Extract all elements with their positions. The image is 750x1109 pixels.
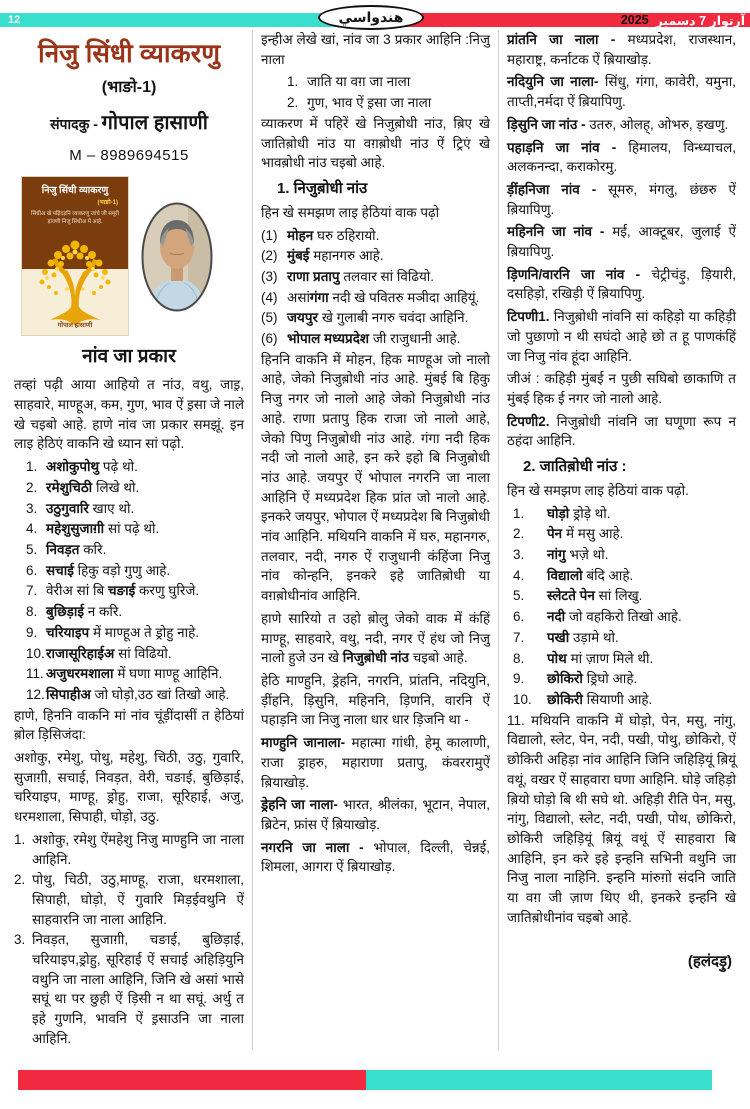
list-text: निवड़त, सुजाग़ी, चङाई, बुछिड़ाई, चरियाइप,ड्रोहु, सूरिहाई ऐं सचाई अहिड़ियुनि वथुनि जा नाला आहिनि, जिनि खे असां भासे सघूं था पर छुही ऐं ड़िसी न था सघूं. अर्थु त इहे गुणनि, भावनि ऐं इ़साउनि जा नाला आहिनि. [32, 932, 244, 1046]
list-number: 3. [14, 932, 26, 948]
name-group [507, 265, 736, 304]
list-text: महेशुसुजाग़ी सां पढ़े थो. [46, 521, 160, 537]
example-sentence-list [14, 457, 244, 704]
list-item [507, 690, 736, 710]
list-text: घोड़ो ड्रोड़े थो. [547, 505, 611, 521]
list-text: वेरीअ सां बि चङाई करणु घुरिजे. [46, 583, 200, 599]
subsection-heading-2: 2. जातिब़ोधी नांउ : [523, 458, 627, 476]
list-item [14, 581, 244, 601]
columns [6, 30, 744, 1050]
group-names: सूमरु, मंगलु, छंछरु ऐं ब़ियापिणु. [507, 181, 736, 217]
left-column [6, 30, 252, 1050]
explanation-paragraph: हिननि वाकनि में मोहन, हिक माण्हूअ जो नालो आहे, जेको निजुब़ोधी नांउ आहे. मुंबई बि हिकु निजु नगर जो नालो आहे जेको निजुब़ोधी नांउ आहे. राणा प्रतापु हिक राजा जो नालो आहे, जेको पिणु निजुब़ोधी नांउ आहे. गंगा नदी हिक नदी जो नालो आहे, इन करे इहो बि निजुब़ोधी नांउ आहे. जयपुर ऐं भोपाल नगरनि जा नाला आहिनि ऐं मध्यप्रदेश हिक प्रांत जो नालो आहे. इनकरे जयपुर, भोपाल ऐं मध्यप्रदेश बि निजुब़ोधी नांव आहिनि. मथियनि वाकनि में घरु, महानगरु, तलवार, नदी, नगरु ऐं राजुधानी कंहिंजा निजु नांव कोन्हनि, इनकरे इहे जातिब़ोधी या वग़ब़ोधीनांव आहिनि. [261, 351, 490, 604]
subsection-heading-1: 1. निजुब़ोधी नांउ [277, 179, 368, 197]
list-item [507, 669, 736, 689]
footer-bar-teal [366, 1070, 712, 1090]
tree-illustration [30, 229, 120, 329]
list-item [14, 519, 244, 539]
masthead-text: هندواسي [338, 9, 404, 25]
list-item [261, 72, 490, 92]
masthead-logo [318, 5, 424, 30]
group-label: नगरनि जा नाला - [261, 839, 364, 855]
list-item [14, 623, 244, 643]
list-number: (2) [261, 248, 278, 264]
list-number: 5. [26, 541, 38, 557]
list-item [507, 649, 736, 669]
list-number: 5. [513, 588, 525, 604]
list-number: 3. [513, 547, 525, 563]
definition-term: निजुब़ोधी नांउ [342, 650, 409, 666]
name-groups [507, 30, 736, 304]
name-group [507, 222, 736, 261]
list-text: स्लेटते पेन सां लिखु. [547, 588, 643, 604]
name-groups [261, 733, 490, 877]
note-1 [507, 307, 736, 366]
read-paragraph: हिन खे समझण लाइ हेठियां वाक पढ़ो [261, 204, 440, 220]
list-item [14, 457, 244, 477]
book-cover-part: (भाङो-1) [97, 199, 118, 206]
editor-name: गोपाल हासाणी [101, 111, 208, 134]
list-text: निवड़त करि. [46, 541, 107, 557]
list-number: (6) [261, 331, 278, 347]
issue-year: 2025 [620, 13, 649, 27]
group-names: चेट्रीचंड़ु, ड़ियारी, दसहिड़ो, रखिड़ी ऐं ब़ियापिणु. [507, 266, 736, 302]
list-item [261, 226, 490, 246]
list-text: नदी जो वहकिरो तिखो आहे. [547, 609, 682, 625]
list-item [14, 870, 244, 929]
list-text: पखी उड़ामे थो. [547, 629, 619, 645]
list-item [261, 246, 490, 266]
note-label: टिपणी1. [507, 309, 550, 325]
list-number: 6. [513, 609, 525, 625]
list-text: विद्यालो बंदि आहे. [547, 567, 634, 583]
note-text: निजुब़ोधी नांवनि सां कहिड़ो या कहिड़ी जो पुछाणो न थी सघंदो आहे छो त हू पाणकंहिं जा निजु नांव हूंदा आहिनि. [507, 309, 736, 364]
list-item [261, 267, 490, 287]
list-number: 12. [26, 686, 45, 702]
article-part: (भाङो-1) [101, 79, 157, 97]
mobile-number: M – 8989694515 [69, 146, 189, 164]
group-label: नदियुनि जा नाला- [507, 74, 599, 90]
list-item [261, 288, 490, 308]
list-number: 1. [287, 74, 299, 90]
list-number: 2. [26, 479, 38, 495]
group-names: महात्मा गांधी, हेमू कालाणी, राजा ड्राहरु, महाराणा प्रतापु, कंवररामुऐं ब़ियाखोड़. [261, 735, 490, 790]
definition-pre: हाणे सारियो त उहो ब़ोलु जेको वाक में कंहिं माण्हू, साहवारे, वथु, नदी, नगर ऐं हंध जो निजु नालो हुजे उन खे [261, 610, 490, 666]
word-list-paragraph: अशोकु, रमेशु, पोथु, महेशु, चिठी, उठु, गुवारि, सुजाग़ी, सचाई, निवड़त, वेरी, चङाई, बुछिड़ाई, चरियाइप, माण्हू, ड्रोहु, राजा, सूरिहाई, अजु, धरमशाला, सिपाही, घोड़ो, उठु. [14, 750, 244, 825]
group-label: पहाड़नि जा नांव - [507, 139, 617, 155]
editor-line [14, 109, 244, 138]
list-item [14, 930, 244, 1048]
list-number: 1. [26, 459, 38, 475]
list-number: 4. [513, 567, 525, 583]
list-text: असांगंगा नदी खे पवितरु मञीदा आहियूं. [287, 289, 480, 305]
list-item [261, 93, 490, 113]
group-label: ड़िसुनि जा नांउ - [507, 116, 586, 132]
name-group [507, 115, 736, 135]
note-2 [507, 412, 736, 451]
list-text: जाति या वग़ जा नाला [307, 74, 411, 90]
media-row [22, 177, 244, 335]
list-item [14, 644, 244, 664]
list-item [14, 830, 244, 869]
list-text: अशोकुपोथु पढ़े थो. [46, 459, 138, 475]
list-number: 10. [26, 645, 45, 661]
list-item [507, 566, 736, 586]
note-example: जीअं : कहिड़ी मुंबई न पुछी सघिबो छाकाणि त मुंबई हिक ई नगर जो नालो आहे. [507, 371, 736, 406]
list-item [507, 524, 736, 544]
list-item [14, 685, 244, 705]
book-cover-author: गोपाल हासाणी [57, 322, 93, 330]
editor-label: संपादकु - [50, 115, 98, 132]
list-text: अशोकु, रमेशु ऐंमहेशु निजु माण्हुनि जा नाला आहिनि. [32, 831, 244, 867]
group-names: हिमालय, विन्ध्याचल, अलकनन्दा, कराकोरमु. [507, 139, 736, 175]
terms-paragraph: व्याकरण में पहिरें खे निजुब़ोधी नांउ, ब़िए खे जातिब़ोधी नांउ या वग़ब़ोधी नांउ ऐं ट्रिएं खे भावब़ोधी नांउ चइबो आहे. [261, 115, 490, 171]
name-group [261, 795, 490, 834]
article-title: निजु सिंधी व्याकरणु [37, 38, 221, 68]
list-text: मुंबई महानगरु आहे. [287, 248, 384, 264]
list-text: गुण, भाव ऐं इ़सा जा नाला [307, 95, 432, 111]
list-number: (5) [261, 310, 278, 326]
group-names: भोपाल, दिल्ली, चेन्नई, शिमला, आगरा ऐं ब़ियाखोड़. [261, 839, 490, 875]
list-item [507, 545, 736, 565]
list-text: जयपुर खे गुलाबी नगरु चवंदा आहिनि. [287, 310, 469, 326]
page-number: 12 [8, 14, 21, 26]
list-number: (1) [261, 227, 278, 243]
list-number: 7. [513, 629, 525, 645]
list-item [507, 607, 736, 627]
list-number: 11. [26, 666, 44, 682]
book-cover-tagline-1: सिंधीअ खे पढ़िंदड़नि व्याकरणु जांचे जी समूरी [31, 210, 119, 217]
list-number: 2. [287, 95, 299, 111]
list-item [14, 664, 244, 684]
list-text: नांगु भज़े थो. [547, 547, 609, 563]
list-item [507, 504, 736, 524]
group-label: ड़ींहनिजा नांव - [507, 181, 597, 197]
book-cover [22, 177, 128, 335]
classification-list [14, 830, 244, 1049]
list-text: सचाई हिकु वड़ो गुणु आहे. [46, 562, 171, 578]
group-label: महिननि जा नांव - [507, 224, 605, 240]
issue-date [621, 12, 745, 28]
note-text: निजुब़ोधी नांवनि जा घणूणा रूप न ठहंदा आहिनि. [507, 413, 736, 449]
book-cover-tagline [26, 210, 124, 228]
group-label: ड़िणनि/वारनि जा नांव - [507, 266, 641, 282]
list-item [14, 602, 244, 622]
name-group [507, 180, 736, 219]
list-text: रमेशुचिठी लिखे थो. [46, 479, 140, 495]
list-text: उठुगुवारि खाए थो. [46, 500, 135, 516]
list-text: चरियाइप में माण्हूअ ते ड्रोहु नाहे. [46, 624, 200, 640]
item-11-paragraph: 11. मथियनि वाकनि में घोड़ो, पेन, मसु, नांगु, विद्यालो, स्लेट, पेन, नदी, पखी, पोथु, छोकिरो, ऐं छोकिरी अहिड़ा नांव आहिनि जिनि जहिड़ियूं ब़ियूं वथूं, वखर ऐं साहवारा घणा आहिनि. घोड़े जहिड़ो ब़ियो घोड़ो बि थी सघे थो. अहिड़ी रीति पेन, मसु, नांगु, विद्यालो, स्लेट, नदी, पखी, पोथ, छोकिरो, छोकिरी जहिड़ियूं ब़ियूं वथूं ऐं साहवारा बि आहिनि, इन करे इहे इन्हनि सभिनी वथुनि जा निजु नाला नाहिनि. इन्हनि मांरुग़ो संदनि जाति या वग़ जी ज़ाण थिए थी, इनकरे इन्हनि खे जातिब़ोधीनांव चइबो आहे. [507, 712, 736, 925]
list-text: मोहन घरु ठहिरायो. [287, 227, 380, 243]
editor-photo [140, 201, 214, 313]
intro-paragraph: इन्हीअ लेखे खां, नांव जा 3 प्रकार आहिनि :निजु नाला [261, 32, 490, 67]
section-heading: नांव जा प्रकार [82, 345, 176, 367]
list-number: 8. [513, 650, 525, 666]
list-number: 9. [513, 671, 525, 687]
group-names: सिंधु, गंगा, कावेरी, यमुना, ताप्ती,नर्मदा ऐं ब़ियापिणु. [507, 74, 736, 110]
list-number: 9. [26, 624, 38, 640]
list-item [507, 586, 736, 606]
list-text: सिपाहीअ जो घोड़ो,उठ खां तिखो आहे. [46, 686, 230, 702]
list-number: 10. [513, 691, 532, 707]
list-item [14, 499, 244, 519]
note-label: टिपणी2. [507, 413, 550, 429]
list-number: 2. [513, 526, 525, 542]
read-paragraph: हिन खे समझण लाइ हेठियां वाक पढ़ो. [507, 482, 689, 498]
right-column [498, 30, 744, 1050]
select-paragraph: हाणे, हिननि वाकनि मां नांव चूंड़ींदासीं त हेठियां ब़ोल ड़िसिजंदा: [14, 707, 244, 743]
list-text: भोपाल मध्यप्रदेश जी राजुधानी आहे. [287, 331, 461, 347]
list-number: 1. [14, 831, 26, 847]
list-text: पेन में मसु आहे. [547, 526, 624, 542]
list-item [261, 329, 490, 349]
group-names: मई, आक्टूबर, जुलाई ऐं ब़ियापिणु. [507, 224, 736, 260]
list-number: 4. [26, 521, 38, 537]
list-number: 6. [26, 562, 38, 578]
list-text: छोकिरो ड्रिघो आहे. [547, 671, 638, 687]
list-text: राजासूरिहाईअ सां विढियो. [46, 645, 172, 661]
list-item [14, 478, 244, 498]
list-text: पोथु, चिठी, उठु,माण्हू, राजा, धरमशाला, सिपाही, घोड़ो, ऐं गुवारि मिड़ईवथुनि ऐं साहवारनि जा नाला आहिनि. [32, 872, 244, 927]
name-group [507, 138, 736, 177]
list-number: (3) [261, 268, 278, 284]
list-number: 2. [14, 872, 26, 888]
group-names: भारत, श्रीलंका, भूटान, नेपाल, ब्रिटेन, फ्रांस ऐं ब़ियाखोड़. [261, 797, 490, 832]
group-label: प्रांतनि जा नाला - [507, 32, 616, 47]
name-group [507, 30, 736, 69]
definition-post: चइबो आहे. [412, 650, 468, 666]
name-group [507, 72, 736, 111]
group-label: ड्रेहनि जा नाला- [261, 797, 338, 813]
group-names: उतरु, ओलह्, ओभरु, ड़खणु. [589, 116, 729, 132]
book-cover-tagline-2: ड़ांवणी निजु सिंधीअ में आहे. [47, 219, 103, 226]
list-item [14, 561, 244, 581]
list-text: राणा प्रतापु तलवार सां विढियो. [287, 268, 435, 284]
group-label: माण्हुनि जानाला- [261, 735, 346, 751]
list-number: 8. [26, 604, 38, 620]
footer-bar-red [18, 1070, 366, 1090]
list-text: छोकिरी सियाणी आहे. [547, 691, 653, 707]
issue-date-text: آرتوار 7 دسمبر [655, 13, 745, 28]
list-text: अजुधरमशाला में घणा माण्हू आहिनि. [46, 666, 223, 682]
list-number: 1. [513, 505, 525, 521]
name-group [261, 838, 490, 877]
middle-column [252, 30, 498, 1050]
group-names: मध्यप्रदेश, राजस्थान, महाराष्ट्र, कर्नाटक ऐं ब़ियाखोड़. [507, 32, 736, 67]
signature: (हलंदड़ु) [687, 953, 732, 971]
list-number: 3. [26, 500, 38, 516]
list-number: 7. [26, 583, 38, 599]
book-cover-title: निजु सिंधी व्याकरणु [41, 184, 109, 196]
definition-paragraph [261, 609, 490, 668]
below-paragraph: हेठि माण्हुनि, ड्रेहनि, नगरनि, प्रांतनि, नदियुनि, ड़ींहनि, ड़िसुनि, महिननि, ड़िणनि, वारनि ऐं पहाड़नि जा निजु नाला धार धार ड़िजनि था - [261, 672, 490, 728]
list-item [507, 628, 736, 648]
proper-noun-examples [261, 226, 490, 349]
list-number: (4) [261, 289, 278, 305]
name-group [261, 733, 490, 792]
noun-type-list [261, 72, 490, 112]
intro-paragraph: तव्हां पढ़ी आया आहियो त नांउ, वथु, जाइ़, साहवारे, माण्हूअ, कम, गुण, भाव ऐं इ़सा जे नाले खे चइबो आहे. हाणे नांव जा प्रकार समझूं. इन लाइ हेठिएं वाकनि खे ध्यान सां पढ़ो. [14, 377, 244, 452]
list-item [261, 308, 490, 328]
common-noun-examples [507, 504, 736, 710]
list-item [14, 540, 244, 560]
list-text: बुछिड़ाई न करि. [46, 604, 123, 620]
list-text: पोथ मां ज़ाण मिले थी. [547, 650, 654, 666]
